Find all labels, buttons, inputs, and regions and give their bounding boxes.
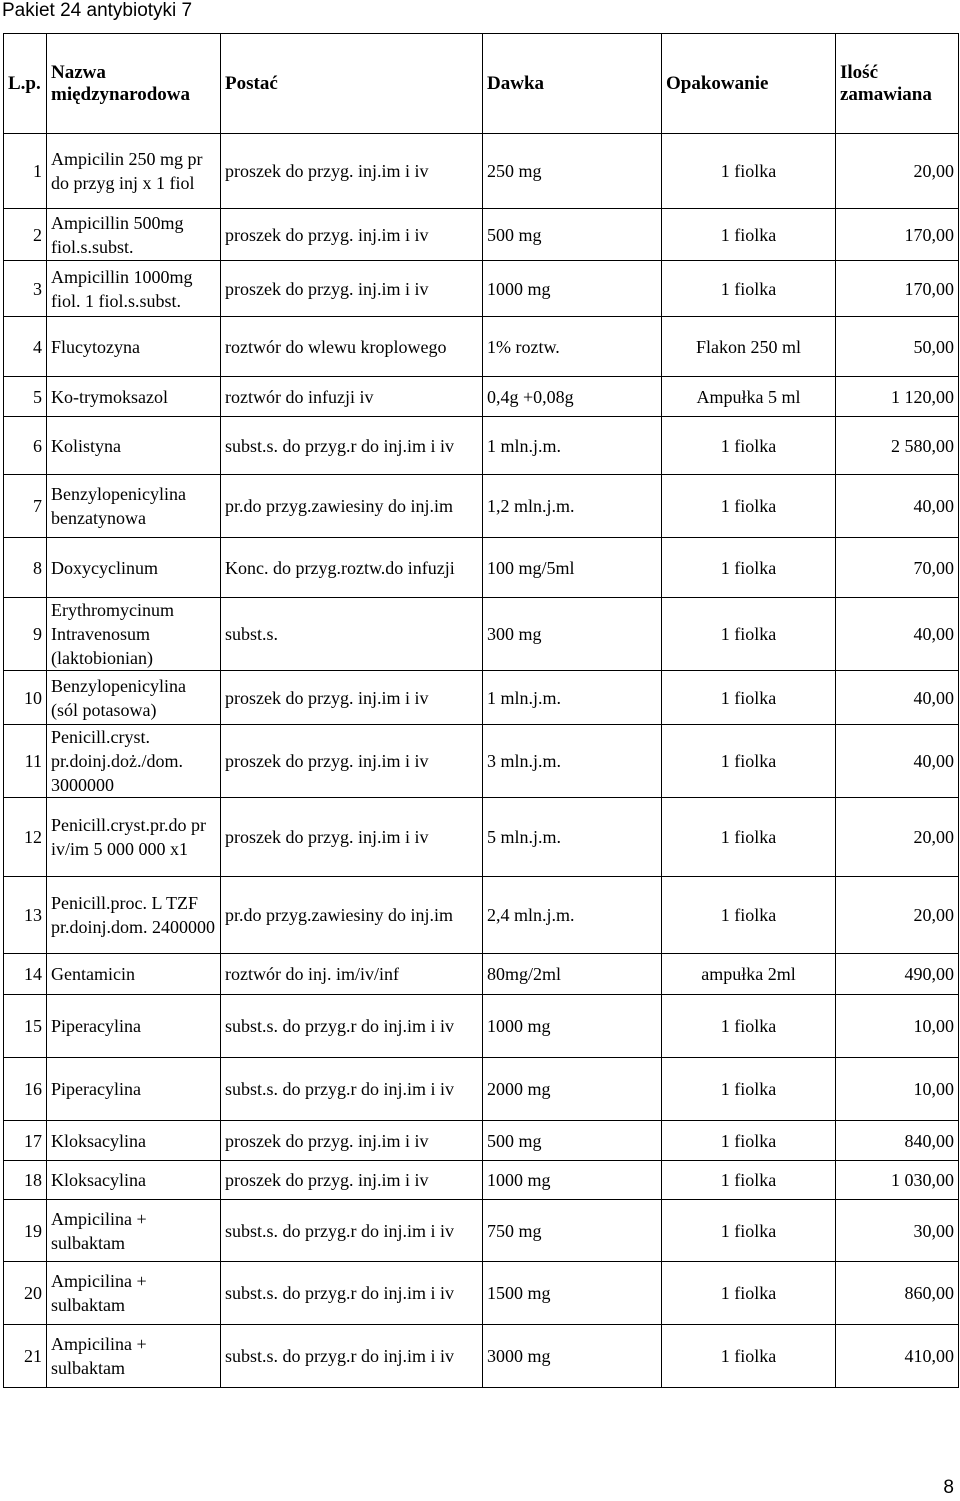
cell-ilosc: 860,00: [836, 1262, 959, 1325]
table-header-row: [4, 34, 959, 134]
cell-opakowanie: 1 fiolka: [662, 1121, 836, 1161]
cell-lp: 10: [4, 671, 47, 725]
table-row: [4, 1200, 959, 1262]
cell-nazwa: Gentamicin: [47, 954, 221, 995]
cell-ilosc: 170,00: [836, 261, 959, 317]
cell-postac: pr.do przyg.zawiesiny do inj.im: [221, 475, 483, 538]
cell-ilosc: 840,00: [836, 1121, 959, 1161]
cell-lp: 3: [4, 261, 47, 317]
cell-nazwa: Kloksacylina: [47, 1121, 221, 1161]
cell-opakowanie: ampułka 2ml: [662, 954, 836, 995]
cell-opakowanie: 1 fiolka: [662, 209, 836, 261]
cell-opakowanie: 1 fiolka: [662, 1200, 836, 1262]
cell-lp: 21: [4, 1325, 47, 1388]
cell-opakowanie: 1 fiolka: [662, 417, 836, 475]
table-row: [4, 317, 959, 377]
document-title: Pakiet 24 antybiotyki 7: [2, 0, 193, 21]
cell-ilosc: 1 120,00: [836, 377, 959, 417]
cell-dawka: 1000 mg: [483, 995, 662, 1058]
table-row: [4, 1325, 959, 1388]
cell-lp: 13: [4, 877, 47, 954]
cell-ilosc: 170,00: [836, 209, 959, 261]
cell-opakowanie: 1 fiolka: [662, 1325, 836, 1388]
cell-nazwa: Ampicilina + sulbaktam: [47, 1262, 221, 1325]
header-ilosc: Ilość zamawiana: [836, 34, 959, 134]
cell-ilosc: 10,00: [836, 1058, 959, 1121]
cell-nazwa: Penicill.proc. L TZF pr.doinj.dom. 2400000: [47, 877, 221, 954]
cell-lp: 18: [4, 1161, 47, 1200]
table-row: [4, 954, 959, 995]
cell-nazwa: Ampicillin 500mg fiol.s.subst.: [47, 209, 221, 261]
cell-postac: proszek do przyg. inj.im i iv: [221, 798, 483, 877]
page-number: 8: [943, 1477, 954, 1498]
cell-lp: 8: [4, 538, 47, 598]
table-row: [4, 995, 959, 1058]
cell-lp: 5: [4, 377, 47, 417]
cell-dawka: 2000 mg: [483, 1058, 662, 1121]
cell-ilosc: 70,00: [836, 538, 959, 598]
cell-postac: proszek do przyg. inj.im i iv: [221, 261, 483, 317]
cell-dawka: 5 mln.j.m.: [483, 798, 662, 877]
cell-lp: 2: [4, 209, 47, 261]
table-row: [4, 134, 959, 209]
cell-lp: 20: [4, 1262, 47, 1325]
cell-nazwa: Benzylopenicylina (sól potasowa): [47, 671, 221, 725]
cell-opakowanie: Flakon 250 ml: [662, 317, 836, 377]
cell-ilosc: 20,00: [836, 877, 959, 954]
cell-nazwa: Kolistyna: [47, 417, 221, 475]
cell-lp: 1: [4, 134, 47, 209]
table-row: [4, 538, 959, 598]
cell-postac: subst.s.: [221, 598, 483, 671]
cell-ilosc: 40,00: [836, 725, 959, 798]
cell-dawka: 3 mln.j.m.: [483, 725, 662, 798]
cell-lp: 7: [4, 475, 47, 538]
cell-ilosc: 40,00: [836, 475, 959, 538]
cell-postac: proszek do przyg. inj.im i iv: [221, 134, 483, 209]
cell-nazwa: Ampicilina + sulbaktam: [47, 1200, 221, 1262]
cell-dawka: 500 mg: [483, 1121, 662, 1161]
cell-postac: roztwór do infuzji iv: [221, 377, 483, 417]
table-row: [4, 417, 959, 475]
table-row: [4, 671, 959, 725]
table-row: [4, 475, 959, 538]
cell-opakowanie: Ampułka 5 ml: [662, 377, 836, 417]
cell-ilosc: 1 030,00: [836, 1161, 959, 1200]
cell-lp: 15: [4, 995, 47, 1058]
cell-opakowanie: 1 fiolka: [662, 995, 836, 1058]
cell-opakowanie: 1 fiolka: [662, 1262, 836, 1325]
cell-opakowanie: 1 fiolka: [662, 598, 836, 671]
cell-dawka: 750 mg: [483, 1200, 662, 1262]
cell-lp: 6: [4, 417, 47, 475]
cell-dawka: 80mg/2ml: [483, 954, 662, 995]
cell-dawka: 1 mln.j.m.: [483, 671, 662, 725]
cell-dawka: 300 mg: [483, 598, 662, 671]
cell-dawka: 2,4 mln.j.m.: [483, 877, 662, 954]
cell-dawka: 250 mg: [483, 134, 662, 209]
cell-postac: subst.s. do przyg.r do inj.im i iv: [221, 1325, 483, 1388]
cell-nazwa: Ko-trymoksazol: [47, 377, 221, 417]
cell-ilosc: 490,00: [836, 954, 959, 995]
cell-postac: pr.do przyg.zawiesiny do inj.im: [221, 877, 483, 954]
cell-ilosc: 10,00: [836, 995, 959, 1058]
cell-lp: 12: [4, 798, 47, 877]
header-postac: Postać: [221, 34, 483, 134]
table-body: [4, 134, 959, 1388]
cell-lp: 19: [4, 1200, 47, 1262]
cell-postac: roztwór do inj. im/iv/inf: [221, 954, 483, 995]
cell-nazwa: Flucytozyna: [47, 317, 221, 377]
cell-lp: 9: [4, 598, 47, 671]
cell-lp: 16: [4, 1058, 47, 1121]
cell-ilosc: 410,00: [836, 1325, 959, 1388]
cell-ilosc: 40,00: [836, 671, 959, 725]
cell-opakowanie: 1 fiolka: [662, 1058, 836, 1121]
cell-nazwa: Doxycyclinum: [47, 538, 221, 598]
cell-dawka: 1,2 mln.j.m.: [483, 475, 662, 538]
cell-ilosc: 50,00: [836, 317, 959, 377]
table-row: [4, 1058, 959, 1121]
cell-ilosc: 2 580,00: [836, 417, 959, 475]
cell-nazwa: Benzylopenicylina benzatynowa: [47, 475, 221, 538]
cell-opakowanie: 1 fiolka: [662, 261, 836, 317]
cell-nazwa: Piperacylina: [47, 1058, 221, 1121]
cell-ilosc: 20,00: [836, 798, 959, 877]
cell-postac: subst.s. do przyg.r do inj.im i iv: [221, 1262, 483, 1325]
cell-dawka: 500 mg: [483, 209, 662, 261]
order-table: [3, 33, 959, 1388]
header-nazwa: Nazwa międzynarodowa: [47, 34, 221, 134]
table-row: [4, 377, 959, 417]
cell-opakowanie: 1 fiolka: [662, 671, 836, 725]
header-dawka: Dawka: [483, 34, 662, 134]
cell-nazwa: Kloksacylina: [47, 1161, 221, 1200]
cell-dawka: 100 mg/5ml: [483, 538, 662, 598]
cell-nazwa: Penicill.cryst.pr.do pr iv/im 5 000 000 x1: [47, 798, 221, 877]
cell-ilosc: 20,00: [836, 134, 959, 209]
cell-ilosc: 40,00: [836, 598, 959, 671]
cell-lp: 4: [4, 317, 47, 377]
cell-nazwa: Piperacylina: [47, 995, 221, 1058]
cell-nazwa: Penicill.cryst. pr.doinj.doż./dom. 3000000: [47, 725, 221, 798]
table-row: [4, 1262, 959, 1325]
header-lp: L.p.: [4, 34, 47, 134]
cell-postac: subst.s. do przyg.r do inj.im i iv: [221, 995, 483, 1058]
cell-postac: proszek do przyg. inj.im i iv: [221, 671, 483, 725]
cell-opakowanie: 1 fiolka: [662, 475, 836, 538]
cell-lp: 17: [4, 1121, 47, 1161]
cell-postac: proszek do przyg. inj.im i iv: [221, 209, 483, 261]
cell-dawka: 1500 mg: [483, 1262, 662, 1325]
cell-opakowanie: 1 fiolka: [662, 725, 836, 798]
cell-dawka: 3000 mg: [483, 1325, 662, 1388]
table-row: [4, 1121, 959, 1161]
cell-dawka: 1000 mg: [483, 1161, 662, 1200]
cell-lp: 14: [4, 954, 47, 995]
table-row: [4, 261, 959, 317]
cell-postac: proszek do przyg. inj.im i iv: [221, 1121, 483, 1161]
cell-dawka: 0,4g +0,08g: [483, 377, 662, 417]
cell-postac: subst.s. do przyg.r do inj.im i iv: [221, 1200, 483, 1262]
cell-postac: proszek do przyg. inj.im i iv: [221, 1161, 483, 1200]
cell-nazwa: Ampicilina + sulbaktam: [47, 1325, 221, 1388]
cell-opakowanie: 1 fiolka: [662, 798, 836, 877]
cell-nazwa: Ampicillin 1000mg fiol. 1 fiol.s.subst.: [47, 261, 221, 317]
cell-nazwa: Erythromycinum Intravenosum (laktobionian): [47, 598, 221, 671]
table-row: [4, 725, 959, 798]
cell-dawka: 1 mln.j.m.: [483, 417, 662, 475]
table-row: [4, 877, 959, 954]
cell-lp: 11: [4, 725, 47, 798]
table-row: [4, 1161, 959, 1200]
header-opakowanie: Opakowanie: [662, 34, 836, 134]
cell-opakowanie: 1 fiolka: [662, 877, 836, 954]
cell-postac: subst.s. do przyg.r do inj.im i iv: [221, 417, 483, 475]
cell-postac: roztwór do wlewu kroplowego: [221, 317, 483, 377]
cell-postac: subst.s. do przyg.r do inj.im i iv: [221, 1058, 483, 1121]
cell-opakowanie: 1 fiolka: [662, 1161, 836, 1200]
cell-dawka: 1000 mg: [483, 261, 662, 317]
cell-opakowanie: 1 fiolka: [662, 134, 836, 209]
cell-postac: proszek do przyg. inj.im i iv: [221, 725, 483, 798]
cell-nazwa: Ampicilin 250 mg pr do przyg inj x 1 fiol: [47, 134, 221, 209]
cell-postac: Konc. do przyg.roztw.do infuzji: [221, 538, 483, 598]
cell-dawka: 1% roztw.: [483, 317, 662, 377]
cell-opakowanie: 1 fiolka: [662, 538, 836, 598]
table-row: [4, 598, 959, 671]
table-row: [4, 209, 959, 261]
table-row: [4, 798, 959, 877]
cell-ilosc: 30,00: [836, 1200, 959, 1262]
